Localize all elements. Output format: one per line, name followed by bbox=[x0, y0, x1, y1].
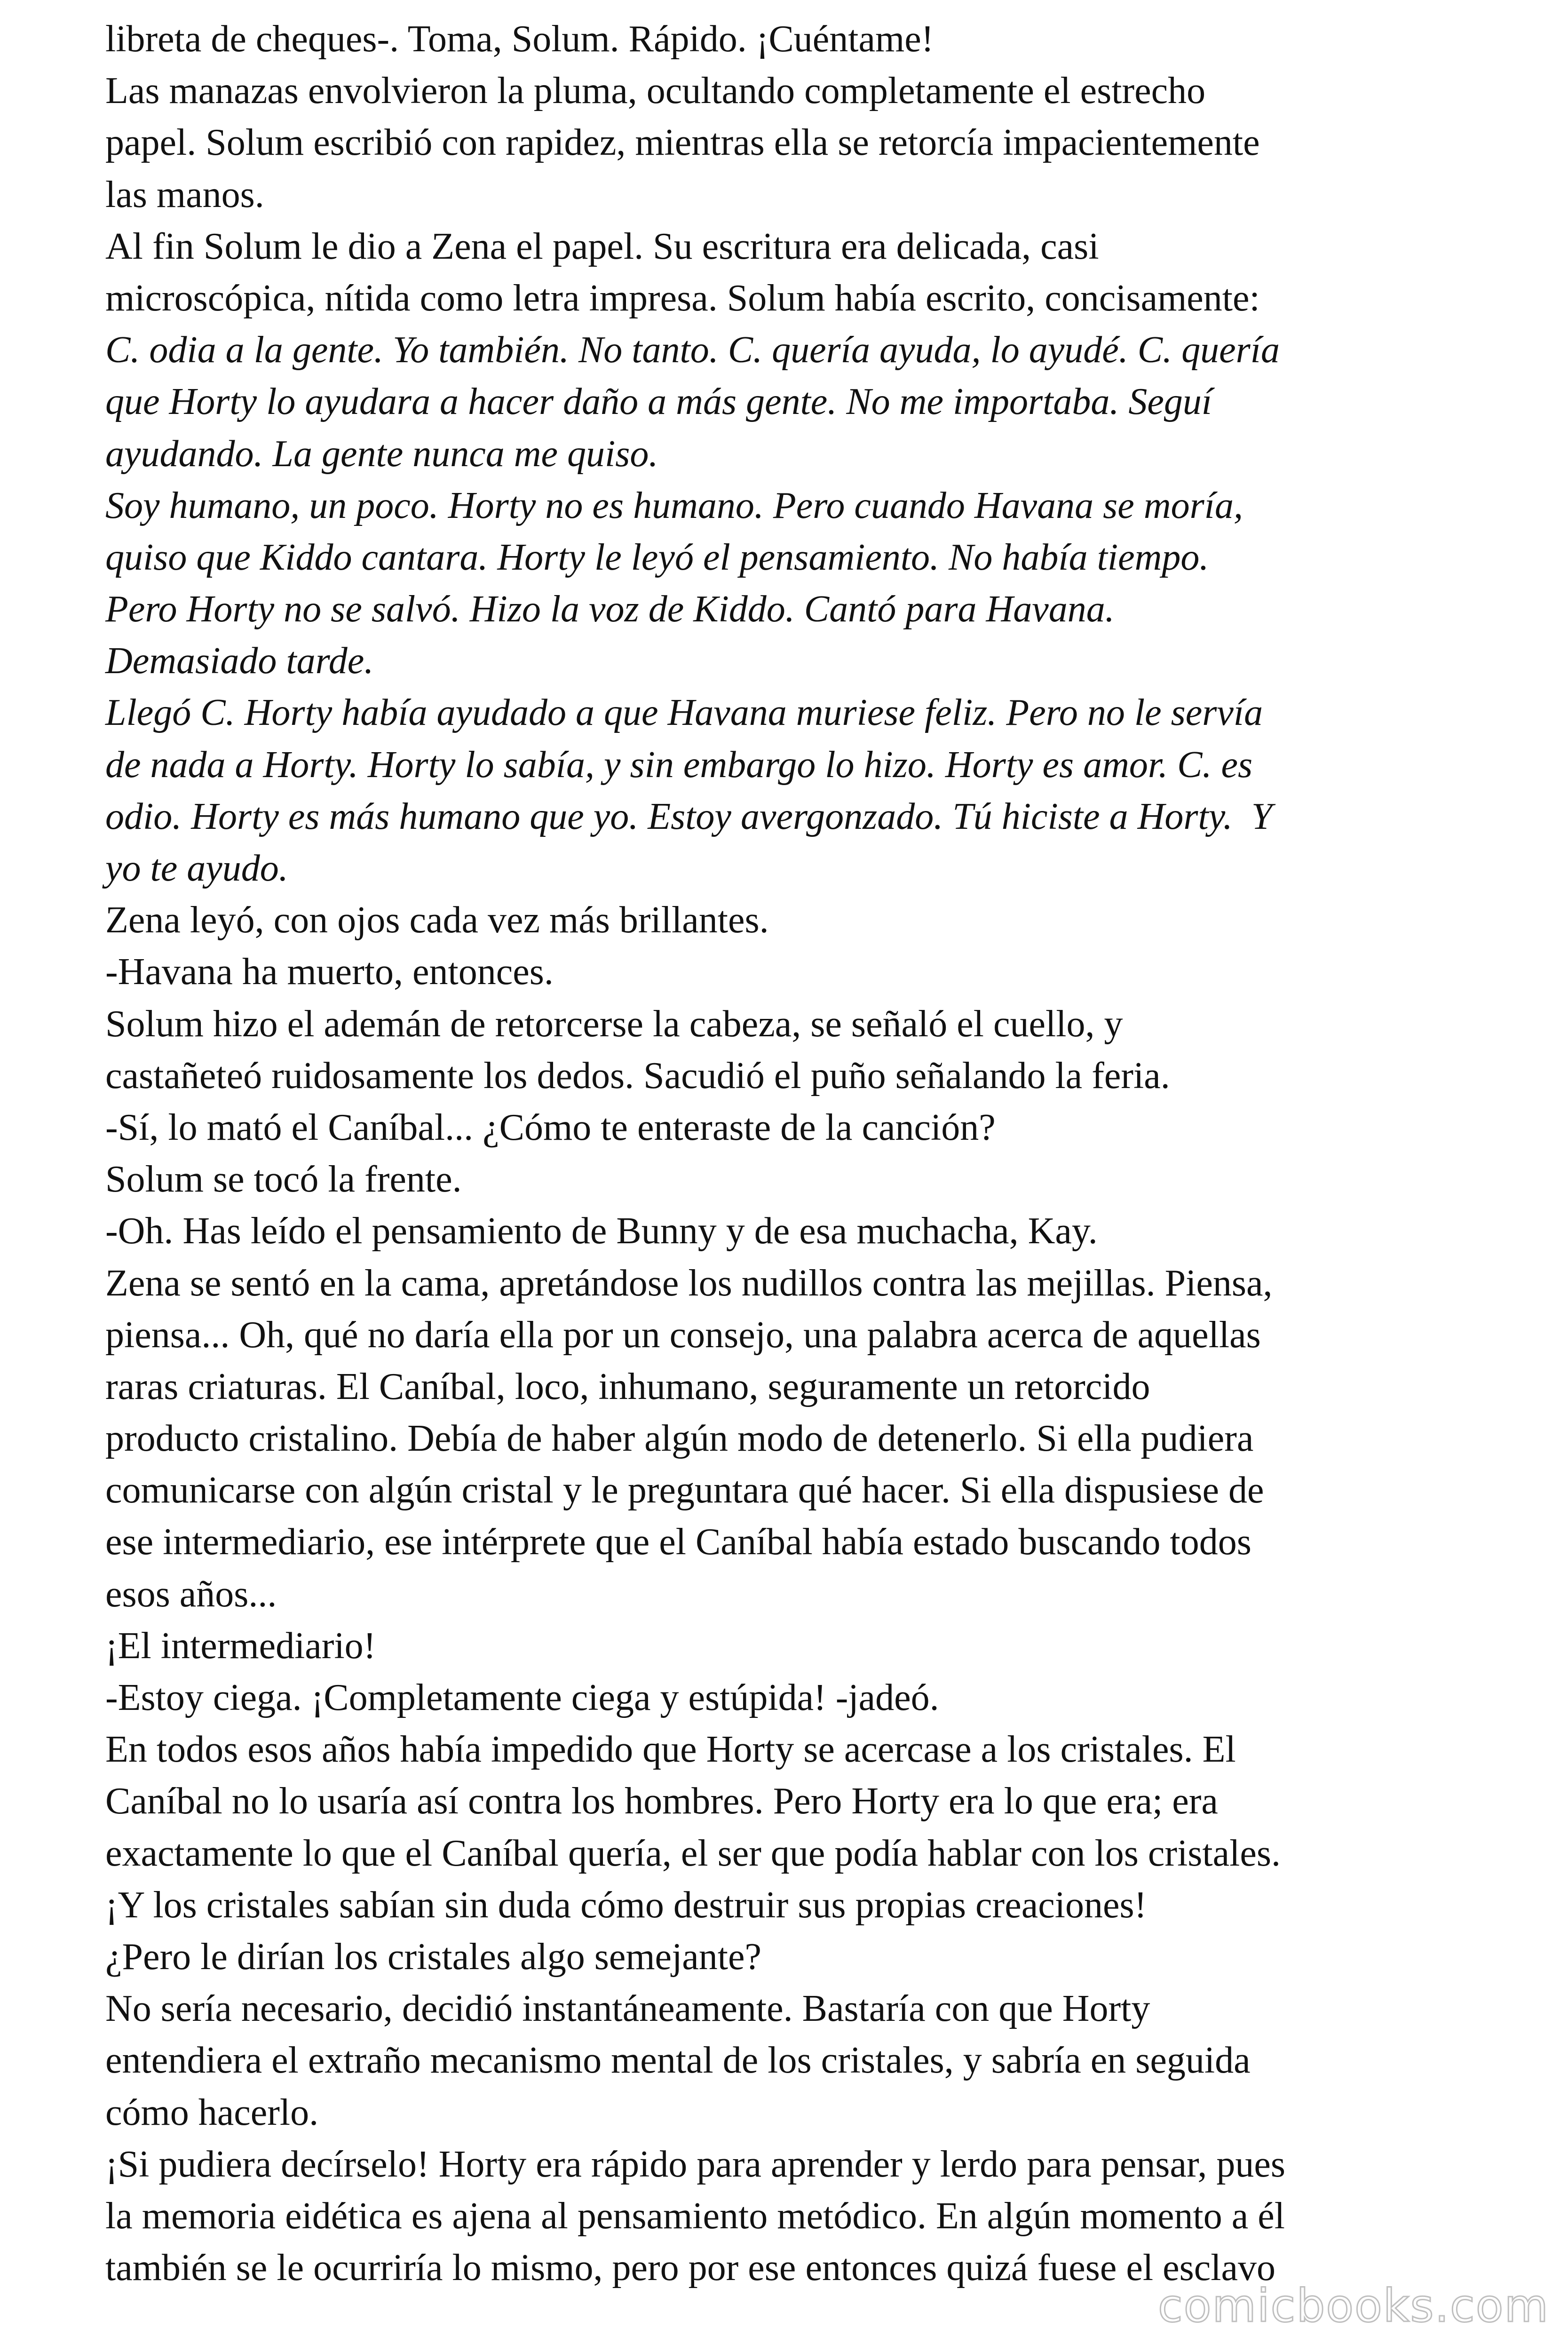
italic-text-line: quiso que Kiddo cantara. Horty le leyó el pensamiento. No había tiempo. bbox=[105, 536, 1209, 578]
text-line: ese intermediario, ese intérprete que el Caníbal había estado buscando todos bbox=[105, 1521, 1251, 1563]
text-line: castañeteó ruidosamente los dedos. Sacudió el puño señalando la feria. bbox=[105, 1055, 1170, 1097]
text-line: -Oh. Has leído el pensamiento de Bunny y de esa muchacha, Kay. bbox=[105, 1210, 1098, 1252]
text-line: esos años... bbox=[105, 1573, 277, 1615]
text-line: No sería necesario, decidió instantáneamente. Bastaría con que Horty bbox=[105, 1988, 1150, 2030]
text-line: Caníbal no lo usaría así contra los hombres. Pero Horty era lo que era; era bbox=[105, 1780, 1218, 1822]
italic-text-line: yo te ayudo. bbox=[105, 848, 288, 889]
text-line: ¡Y los cristales sabían sin duda cómo destruir sus propias creaciones! bbox=[105, 1884, 1147, 1926]
italic-text-line: C. odia a la gente. Yo también. No tanto. C. quería ayuda, lo ayudé. C. quería bbox=[105, 329, 1280, 371]
text-line: comunicarse con algún cristal y le preguntara qué hacer. Si ella dispusiese de bbox=[105, 1470, 1264, 1511]
text-line: papel. Solum escribió con rapidez, mientras ella se retorcía impacientemente bbox=[105, 122, 1260, 164]
text-line: también se le ocurriría lo mismo, pero por ese entonces quizá fuese el esclavo bbox=[105, 2247, 1275, 2289]
text-line: Las manazas envolvieron la pluma, ocultando completamente el estrecho bbox=[105, 70, 1206, 112]
text-line: libreta de cheques-. Toma, Solum. Rápido. ¡Cuéntame! bbox=[105, 18, 934, 60]
body-text bbox=[105, 13, 1479, 2294]
italic-text-line: que Horty lo ayudara a hacer daño a más gente. No me importaba. Seguí bbox=[105, 381, 1212, 423]
text-line: raras criaturas. El Caníbal, loco, inhumano, seguramente un retorcido bbox=[105, 1366, 1150, 1407]
text-line: ¡El intermediario! bbox=[105, 1625, 376, 1667]
text-line: piensa... Oh, qué no daría ella por un consejo, una palabra acerca de aquellas bbox=[105, 1314, 1261, 1356]
text-line: las manos. bbox=[105, 174, 264, 215]
text-line: -Sí, lo mató el Caníbal... ¿Cómo te enteraste de la canción? bbox=[105, 1106, 996, 1148]
text-line: microscópica, nítida como letra impresa. Solum había escrito, concisamente: bbox=[105, 277, 1260, 319]
italic-text-line: Demasiado tarde. bbox=[105, 640, 374, 682]
text-line: Zena leyó, con ojos cada vez más brillantes. bbox=[105, 899, 769, 941]
text-line: la memoria eidética es ajena al pensamiento metódico. En algún momento a él bbox=[105, 2195, 1285, 2237]
italic-text-line: Llegó C. Horty había ayudado a que Havana muriese feliz. Pero no le servía bbox=[105, 692, 1263, 734]
italic-text-line: de nada a Horty. Horty lo sabía, y sin embargo lo hizo. Horty es amor. C. es bbox=[105, 744, 1253, 786]
italic-text-line: Soy humano, un poco. Horty no es humano. Pero cuando Havana se moría, bbox=[105, 485, 1243, 526]
text-line: ¡Si pudiera decírselo! Horty era rápido para aprender y lerdo para pensar, pues bbox=[105, 2143, 1286, 2185]
italic-text-line: ayudando. La gente nunca me quiso. bbox=[105, 433, 658, 475]
italic-text-line: odio. Horty es más humano que yo. Estoy avergonzado. Tú hiciste a Horty. Y bbox=[105, 795, 1273, 837]
text-line: producto cristalino. Debía de haber algún modo de detenerlo. Si ella pudiera bbox=[105, 1418, 1254, 1460]
text-line: Solum se tocó la frente. bbox=[105, 1159, 462, 1200]
text-line: -Havana ha muerto, entonces. bbox=[105, 951, 554, 993]
text-line: entendiera el extraño mecanismo mental de los cristales, y sabría en seguida bbox=[105, 2040, 1251, 2082]
text-line: Solum hizo el ademán de retorcerse la cabeza, se señaló el cuello, y bbox=[105, 1003, 1123, 1045]
italic-text-line: Pero Horty no se salvó. Hizo la voz de Kiddo. Cantó para Havana. bbox=[105, 588, 1115, 630]
text-line: Zena se sentó en la cama, apretándose los nudillos contra las mejillas. Piensa, bbox=[105, 1262, 1273, 1304]
text-line: ¿Pero le dirían los cristales algo semejante? bbox=[105, 1936, 762, 1978]
watermark: comicbooks.com bbox=[1157, 2280, 1549, 2332]
text-line: -Estoy ciega. ¡Completamente ciega y estúpida! -jadeó. bbox=[105, 1677, 939, 1718]
text-line: exactamente lo que el Caníbal quería, el ser que podía hablar con los cristales. bbox=[105, 1832, 1281, 1874]
text-line: En todos esos años había impedido que Horty se acercase a los cristales. El bbox=[105, 1729, 1236, 1771]
text-line: Al fin Solum le dio a Zena el papel. Su escritura era delicada, casi bbox=[105, 225, 1099, 267]
text-line: cómo hacerlo. bbox=[105, 2091, 319, 2133]
